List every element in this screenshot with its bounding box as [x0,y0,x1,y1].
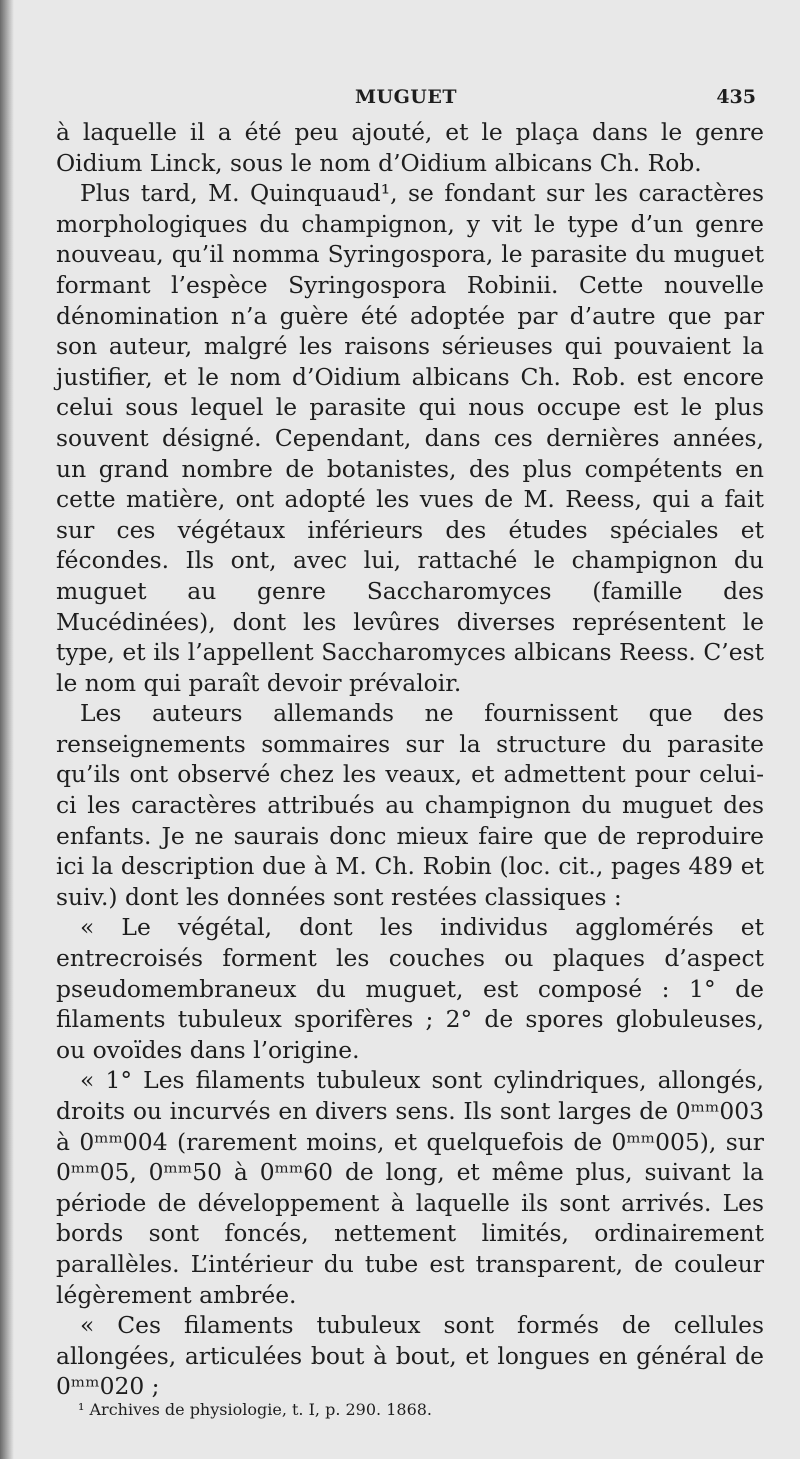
paragraph-1: à laquelle il a été peu ajouté, et le plaça dans le genre Oidium Linck, sous le nom d’Oidium albicans Ch. Rob. [56,118,764,177]
footnote: ¹ Archives de physiologie, t. I, p. 290. 1868. [78,1400,433,1419]
page-header [56,86,756,116]
paragraph-2: Plus tard, M. Quinquaud¹, se fondant sur les caractères morphologiques du champignon, y vit le type d’un genre nouveau, qu’il nomma Syringospora, le parasite du muguet formant l’espèce Syringospora Robinii. Cette nouvelle dénomination n’a guère été adoptée par d’autre que par son auteur, malgré les raisons sérieuses qui pouvaient la justifier, et le nom d’Oidium albicans Ch. Rob. est encore celui sous lequel le parasite qui nous occupe est le plus souvent désigné. Cependant, dans ces dernières années, un grand nombre de botanistes, des plus compétents en cette matière, ont adopté les vues de M. Reess, qui a fait sur ces végétaux inférieurs des études spéciales et fécondes. Ils ont, avec lui, rattaché le champignon du muguet au genre Saccharomyces (famille des Mucédinées), dont les levûres diverses représentent le type, et ils l’appellent Saccharomyces albicans Reess. C’est le nom qui paraît devoir prévaloir. [56,179,764,697]
body-text [56,117,764,1402]
paragraph-6: « Ces filaments tubuleux sont formés de cellules allongées, articulées bout à bout, et longues en général de 0ᵐᵐ020 ; [56,1311,764,1401]
page-number: 435 [716,86,756,108]
paragraph-3: Les auteurs allemands ne fournissent que des renseignements sommaires sur la structure du parasite qu’ils ont observé chez les veaux, et admettent pour celui-ci les caractères attribués au champignon du muguet des enfants. Je ne saurais donc mieux faire que de reproduire ici la description due à M. Ch. Robin (loc. cit., pages 489 et suiv.) dont les données sont restées classiques : [56,699,764,911]
paragraph-4: « Le végétal, dont les individus agglomérés et entrecroisés forment les couches ou plaques d’aspect pseudomembraneux du muguet, est composé : 1° de filaments tubuleux sporifères ; 2° de spores globuleuses, ou ovoïdes dans l’origine. [56,913,764,1064]
paragraph-5: « 1° Les filaments tubuleux sont cylindriques, allongés, droits ou incurvés en divers sens. Ils sont larges de 0ᵐᵐ003 à 0ᵐᵐ004 (rarement moins, et quelquefois de 0ᵐᵐ005), sur 0ᵐᵐ05, 0ᵐᵐ50 à 0ᵐᵐ60 de long, et même plus, suivant la période de développement à laquelle ils sont arrivés. Les bords sont foncés, nettement limités, ordinairement parallèles. L’intérieur du tube est transparent, de couleur légèrement ambrée. [56,1066,764,1309]
binding-shadow [0,0,14,1459]
running-title: MUGUET [354,86,458,108]
